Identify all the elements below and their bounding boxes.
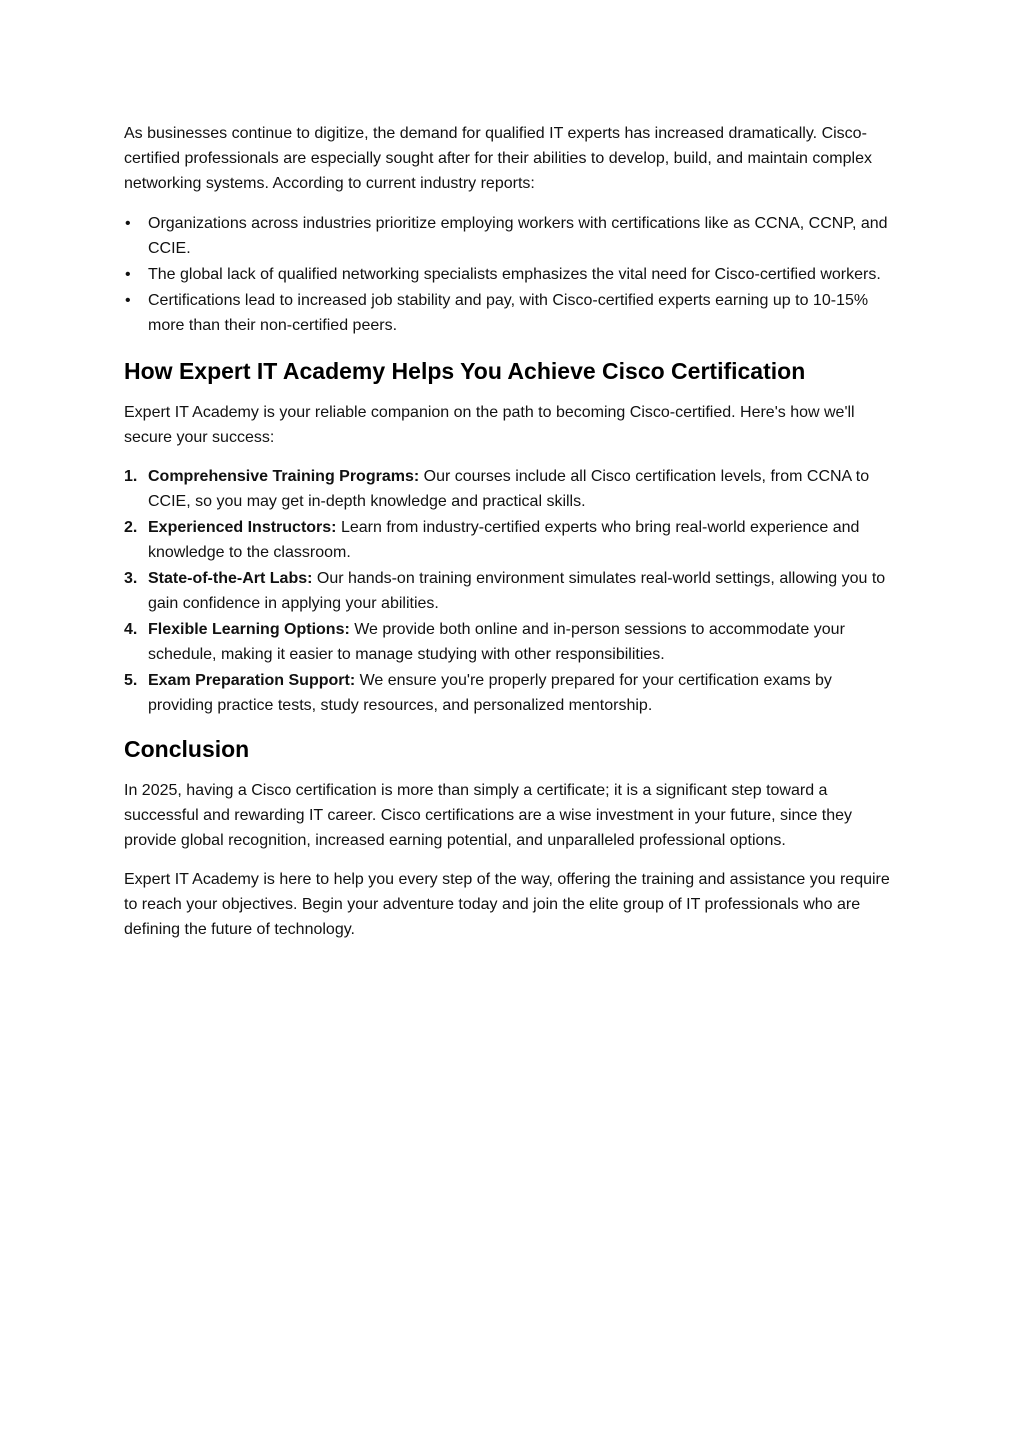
step-text: We ensure you're properly prepared for your certification exams by providing practice tests, study resources, and personalized mentorship. (148, 672, 832, 714)
bullet-text: Organizations across industries prioritize employing workers with certifications like as CCNA, CCNP, and CCIE. (148, 215, 888, 257)
bullet-icon: • (125, 215, 131, 232)
step-text: Learn from industry-certified experts who bring real-world experience and knowledge to the classroom. (148, 519, 860, 561)
bullet-text: The global lack of qualified networking specialists emphasizes the vital need for Cisco-certified workers. (148, 266, 881, 283)
conclusion-paragraph-1: In 2025, having a Cisco certification is more than simply a certificate; it is a significant step toward a successful and rewarding IT career. Cisco certifications are a wise investment in your future, since they provide global recognition, increased earning potential, and unparalleled professional options. (124, 782, 853, 849)
step-number: 5. (124, 672, 138, 689)
bullet-item (124, 262, 892, 287)
step-term: Flexible Learning Options: (148, 621, 350, 638)
step-item (124, 515, 892, 565)
conclusion-paragraph-2: Expert IT Academy is here to help you every step of the way, offering the training and assistance you require to reach your objectives. Begin your adventure today and join the elite group of IT professionals who are defining the future of technology. (124, 871, 890, 938)
step-item (124, 566, 892, 616)
intro-paragraph: As businesses continue to digitize, the demand for qualified IT experts has increased dramatically. Cisco-certified professionals are especially sought after for their abilities to develop, build, and maintain complex networking systems. According to current industry reports: (124, 125, 872, 192)
step-text: We provide both online and in-person sessions to accommodate your schedule, making it easier to manage studying with other responsibilities. (148, 621, 845, 663)
step-text: Our hands-on training environment simulates real-world settings, allowing you to gain confidence in applying your abilities. (148, 570, 886, 612)
step-term: Exam Preparation Support: (148, 672, 356, 689)
document-page (124, 121, 892, 942)
bullet-item (124, 288, 892, 338)
step-number: 2. (124, 519, 138, 536)
academy-intro-paragraph: Expert IT Academy is your reliable companion on the path to becoming Cisco-certified. Here's how we'll secure your success: (124, 404, 855, 446)
bullet-item (124, 211, 892, 261)
step-number: 4. (124, 621, 138, 638)
bullet-text: Certifications lead to increased job stability and pay, with Cisco-certified experts earning up to 10-15% more than their non-certified peers. (148, 292, 869, 334)
step-item (124, 617, 892, 667)
step-term: Comprehensive Training Programs: (148, 468, 420, 485)
section-heading-conclusion: Conclusion (124, 736, 250, 762)
bullet-icon: • (125, 292, 131, 309)
step-term: Experienced Instructors: (148, 519, 337, 536)
academy-steps-list (124, 464, 892, 718)
step-number: 1. (124, 468, 138, 485)
bullet-icon: • (125, 266, 131, 283)
step-text: Our courses include all Cisco certification levels, from CCNA to CCIE, so you may get in-depth knowledge and practical skills. (148, 468, 870, 510)
step-term: State-of-the-Art Labs: (148, 570, 313, 587)
section-heading-academy: How Expert IT Academy Helps You Achieve Cisco Certification (124, 358, 806, 384)
demand-bullet-list (124, 211, 892, 338)
step-item (124, 464, 892, 514)
step-item (124, 668, 892, 718)
step-number: 3. (124, 570, 138, 587)
